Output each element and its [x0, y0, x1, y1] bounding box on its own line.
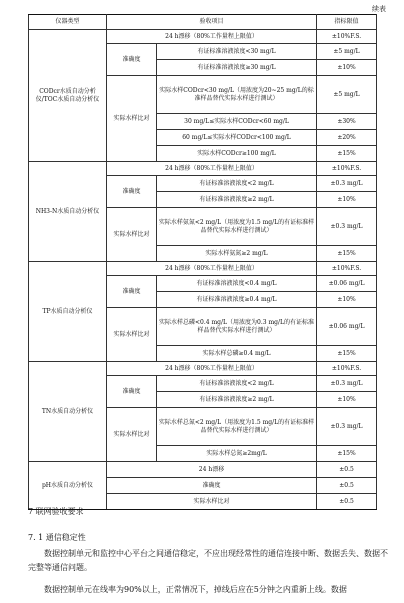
category-cell: 实际水样比对 — [107, 76, 157, 162]
item-cell: 有证标准溶液浓度<30 mg/L — [157, 44, 317, 60]
instrument-tn: TN水质自动分析仪 — [29, 362, 107, 462]
limit-cell: ±5 mg/L — [317, 76, 377, 114]
category-cell: 准确度 — [107, 376, 157, 408]
item-cell: 24 h漂移 — [107, 462, 317, 478]
header-item: 验收项目 — [107, 15, 317, 30]
paragraph-2: 数据控制单元在线率为90%以上，正常情况下，掉线后应在5分钟之内重新上线。数据 — [44, 585, 347, 594]
item-cell: 有证标准溶液浓度≥2 mg/L — [157, 392, 317, 408]
limit-cell: ±0.06 mg/L — [317, 276, 377, 292]
item-cell: 有证标准溶液浓度<2 mg/L — [157, 176, 317, 192]
limit-cell: ±10%F.S. — [317, 162, 377, 176]
instrument-cod: CODcr水质自动分析仪/TOC水质自动分析仪 — [29, 30, 107, 162]
header-limit: 指标限值 — [317, 15, 377, 30]
item-cell: 实际水样氨氮<2 mg/L（用浓度为1.5 mg/L的有证标准样品替代实际水样进行测试） — [157, 208, 317, 246]
limit-cell: ±0.06 mg/L — [317, 308, 377, 346]
limit-cell: ±15% — [317, 246, 377, 262]
limit-cell: ±10% — [317, 60, 377, 76]
item-cell: 有证标准溶液浓度<2 mg/L — [157, 376, 317, 392]
limit-cell: ±30% — [317, 114, 377, 130]
item-cell: 实际水样总氮<2 mg/L（用浓度为1.5 mg/L的有证标准样品替代实际水样进行测试） — [157, 408, 317, 446]
item-cell: 实际水样总氮≥2mg/L — [157, 446, 317, 462]
item-cell: 24 h漂移（80%工作量程上限值） — [107, 162, 317, 176]
item-cell: 准确度 — [107, 478, 317, 494]
item-cell: 有证标准溶液浓度<0.4 mg/L — [157, 276, 317, 292]
item-cell: 60 mg/L≤实际水样CODcr<100 mg/L — [157, 130, 317, 146]
item-cell: 实际水样CODcr<30 mg/L（用浓度为20~25 mg/L的标准样品替代实际水样进行测试） — [157, 76, 317, 114]
limit-cell: ±15% — [317, 346, 377, 362]
item-cell: 实际水样CODcr≥100 mg/L — [157, 146, 317, 162]
item-cell: 实际水样氨氮≥2 mg/L — [157, 246, 317, 262]
limit-cell: ±0.5 — [317, 494, 377, 510]
limit-cell: ±0.3 mg/L — [317, 208, 377, 246]
item-cell: 24 h漂移（80%工作量程上限值） — [107, 362, 317, 376]
limit-cell: ±10%F.S. — [317, 262, 377, 276]
section-7-1-heading: 7. 1 通信稳定性 — [28, 533, 86, 542]
limit-cell: ±5 mg/L — [317, 44, 377, 60]
instrument-nh3n: NH3-N水质自动分析仪 — [29, 162, 107, 262]
item-cell: 30 mg/L≤实际水样CODcr<60 mg/L — [157, 114, 317, 130]
limit-cell: ±0.3 mg/L — [317, 376, 377, 392]
item-cell: 有证标准溶液浓度≥30 mg/L — [157, 60, 317, 76]
instrument-tp: TP水质自动分析仪 — [29, 262, 107, 362]
limit-cell: ±15% — [317, 446, 377, 462]
limit-cell: ±10% — [317, 292, 377, 308]
limit-cell: ±10% — [317, 192, 377, 208]
acceptance-table — [28, 14, 377, 510]
paragraph-1: 数据控制单元和监控中心平台之间通信稳定，不应出现经常性的通信连接中断、数据丢失、数据不完整等通信问题。 — [28, 549, 388, 572]
item-cell: 24 h漂移（80%工作量程上限值） — [107, 262, 317, 276]
category-cell: 实际水样比对 — [107, 408, 157, 462]
limit-cell: ±0.3 mg/L — [317, 176, 377, 192]
limit-cell: ±0.5 — [317, 462, 377, 478]
instrument-ph: pH水质自动分析仪 — [29, 462, 107, 510]
category-cell: 准确度 — [107, 44, 157, 76]
limit-cell: ±15% — [317, 146, 377, 162]
item-cell: 24 h漂移（80%工作量程上限值） — [107, 30, 317, 44]
category-cell: 准确度 — [107, 276, 157, 308]
item-cell: 有证标准溶液浓度≥2 mg/L — [157, 192, 317, 208]
section-7-heading: 7 联网验收要求 — [28, 507, 84, 516]
category-cell: 实际水样比对 — [107, 308, 157, 362]
item-cell: 实际水样总磷<0.4 mg/L（用浓度为0.3 mg/L的有证标准样品替代实际水样进行测试） — [157, 308, 317, 346]
category-cell: 实际水样比对 — [107, 208, 157, 262]
limit-cell: ±10%F.S. — [317, 30, 377, 44]
item-cell: 有证标准溶液浓度≥0.4 mg/L — [157, 292, 317, 308]
limit-cell: ±20% — [317, 130, 377, 146]
limit-cell: ±0.3 mg/L — [317, 408, 377, 446]
limit-cell: ±10%F.S. — [317, 362, 377, 376]
continued-label: 续表 — [372, 5, 386, 13]
limit-cell: ±10% — [317, 392, 377, 408]
item-cell: 实际水样总磷≥0.4 mg/L — [157, 346, 317, 362]
item-cell: 实际水样比对 — [107, 494, 317, 510]
header-instrument: 仪器类型 — [29, 15, 107, 30]
category-cell: 准确度 — [107, 176, 157, 208]
limit-cell: ±0.5 — [317, 478, 377, 494]
